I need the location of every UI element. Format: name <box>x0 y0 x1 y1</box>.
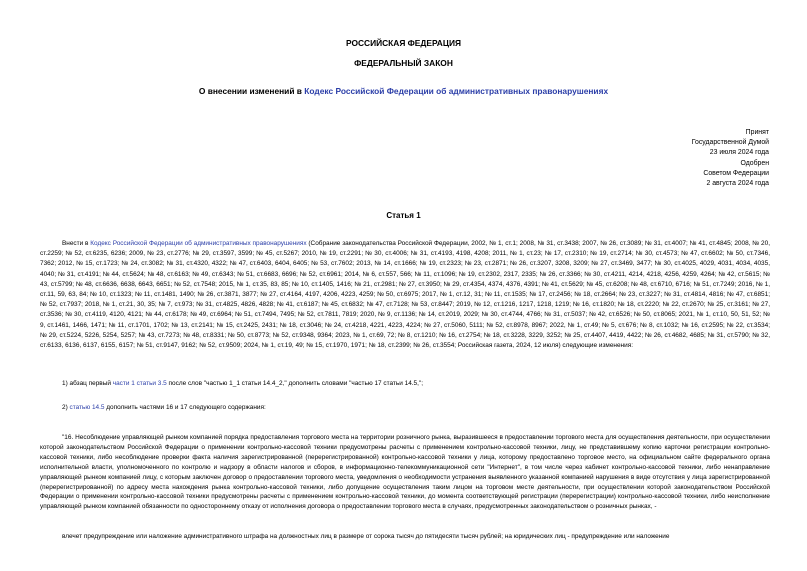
amendment-item-2 <box>40 404 770 411</box>
article-intro-paragraph <box>40 239 770 351</box>
adoption-line-5: Советом Федерации <box>703 169 769 177</box>
sanction-paragraph: влечет предупреждение или наложение административного штрафа на должностных лиц в размере от сорока тысяч до пятидесяти тысяч рублей; на юридических лиц - предупреждение или наложение <box>62 533 670 540</box>
country-heading: РОССИЙСКАЯ ФЕДЕРАЦИЯ <box>345 38 462 48</box>
code-link[interactable]: Кодекс Российской Федерации об административных правонарушениях <box>304 86 609 96</box>
quoted-part-16: "16. Несоблюдение управляющей рынком компанией порядка предоставления торгового места на территории розничного рынка, выразившееся в предоставлении торгового места для осуществления деятельности, при осуществлении которой законодательством Российской Федерации о применении контрольно-кассовой техники предусмотрены расчеты с применением контрольно-кассовой техники, лицу, не представившему копию карточки регистрации контрольно-кассовой техники, либо несоблюдение проверки факта наличия зарегистрированной (перерегистрированной) контрольно-кассовой техники у лица, которому предоставлено торговое место, на официальном сайте федерального органа исполнительной власти, уполномоченного по контролю и надзору в области налогов и сборов, в информационно-телекоммуникационной сети "Интернет", в том числе через кабинет контрольно-кассовой техники, либо ненаправление управляющей рынком компанией лицу, с которым заключен договор о предоставлении торгового места, уведомления о необходимости устранения выявленного указанной компанией нарушения в виде отсутствия у лица зарегистрированной (перерегистрированной) по адресу места нахождения рынка контрольно-кассовой техники, либо допущение осуществления таким лицом на торговом месте деятельности, при осуществлении которой законодательством Российской Федерации о применении контрольно-кассовой техники предусмотрены расчеты с применением контрольно-кассовой техники, до момента соответствующей регистрации (перерегистрации) контрольно-кассовой техники, либо неисполнение управляющей рынком компанией обязанности по одностороннему отказу от исполнения договора о предоставлении торгового места в случаях, предусмотренных законодательством о розничных рынках, - <box>40 434 770 511</box>
law-title-prefix: О внесении изменений в <box>198 86 305 96</box>
amendment-item-1 <box>40 380 770 387</box>
adoption-line-1: Принят <box>745 129 769 136</box>
intro-text: (Собрание законодательства Российской Федерации, 2002, № 1, ст.1; 2008, № 31, ст.3438; 2007, № 26, ст.3089; № 31, ст.4007; № 41, ст.4845; 2008, № 20, ст.2259; № 52, ст.6235, 6236; 2009, № 23, ст.2776; № 29, ст.3597, 3599; № 45, ст.5267; 2010, № 19, ст.2291; № 30, ст.4006; № 31, ст.4193, 4198, 4208; 2011, № 1, ст.23; № 17, ст.2310; № 19, ст.2714; № 30, ст.4573; № 47, ст.6602; № 50, ст.7346, 7362; 2012, № 15, ст.1723; № 24, ст.3082; № 31, ст.4320, 4322; № 47, ст.6403, 6404, 6405; № 53, ст.7602; 2013, № 14, ст.1666; № 19, ст.2323; № 23, ст.2871; № 26, ст.3207, 3208, 3209; № 27, ст.3469, 3477; № 30, ст.4025, 4029, 4031, 4034, 4035, 4040; № 31, ст.4191; № 44, ст.5624; № 48, ст.6163; № 49, ст.6343; № 51, ст.6683, 6696; № 52, ст.6961; 2014, № 6, ст.557, 566; № 11, ст.1096; № 19, ст.2302, 2317, 2335; № 26, ст.3366; № 30, ст.4211, 4214, 4218, 4256, 4259, 4264; № 42, ст.5615; № 43, ст.5799; № 48, ст.6636, 6638, 6643, 6651; № 52, ст.7548; 2015, № 1, ст.35, 83, 85; № 10, ст.1405, 1416; № 21, ст.2981; № 27, ст.3950; № 29, ст.4354, 4374, 4376, 4391; № 41, ст.5629; № 45, ст.6208; № 48, ст.6710, 6716; № 51, ст.7249; 2016, № 1, ст.11, 59, 63, 84; № 10, ст.1323; № 11, ст.1481, 1490; № 26, ст.3871, 3877; № 27, ст.4164, 4197, 4206, 4223, 4259; № 50, ст.6975; 2017, № 1, ст.12, 31; № 11, ст.1535; № 17, ст.2456; № 18, ст.2664; № 23, ст.3227; № 31, ст.4814, 4816; № 47, ст.6851; № 52, ст.7937; 2018, № 1, ст.21, 30, 35; № 7, ст.973; № 31, ст.4825, 4826, 4828; № 41, ст.6187; № 45, ст.6832; № 47, ст.7128; № 53, ст.8447; 2019, № 12, ст.1216, 1217, 1218, 1219; № 16, ст.1820; № 18, ст.2220; № 22, ст.2670; № 25, ст.3161; № 27, ст.3536; № 30, ст.4119, 4120, 4121; № 44, ст.6178; № 49, ст.6964; № 51, ст.7494, 7495; № 52, ст.7811, 7819; 2020, № 9, ст.1136; № 14, ст.2019, 2029; № 30, ст.4744, 4766; № 31, ст.5037; № 42, ст.6526; № 50, ст.8065; 2021, № 1, ст.10, 50, 51, 52; № 9, ст.1461, 1466, 1471; № 11, ст.1701, 1702; № 13, ст.2141; № 15, ст.2425, 2431; № 18, ст.3046; № 24, ст.4218, 4221, 4223, 4224; № 27, ст.5060, 5111; № 52, ст.8978, 8967; 2022, № 1, ст.49; № 5, ст.676; № 8, ст.1032; № 16, ст.2595; № 22, ст.3534; № 29, ст.5224, 5226, 5254, 5257; № 43, ст.7273; № 48, ст.8331; № 50, ст.8773; № 52, ст.9348, 9364; 2023, № 1, ст.69, 72; № 8, ст.1210; № 16, ст.2754; № 18, ст.3228, 3229, 3252; № 25, ст.4407, 4419, 4422; № 26, ст.4682, 4685; № 31, ст.5790; № 32, ст.6133, 6136, 6137, 6155, 6157; № 51, ст.9147, 9162; № 52, ст.9509; 2024, № 1, ст.19, 49; № 15, ст.1970, 1971; № 18, ст.2399; № 26, ст.3554; Российская газета, 2024, 12 июля) следующие изменения: <box>40 240 770 350</box>
item-2-text: дополнить частями 16 и 17 следующего содержания: <box>104 404 266 411</box>
intro-prefix: Внести в <box>62 240 91 247</box>
adoption-block <box>692 128 769 189</box>
item-2-prefix: 2) <box>62 404 70 411</box>
adoption-line-6: 2 августа 2024 года <box>706 180 769 188</box>
adoption-line-2: Государственной Думой <box>691 139 769 147</box>
item-1-prefix: 1) абзац первый <box>62 380 113 387</box>
adoption-line-3: 23 июля 2024 года <box>709 149 769 157</box>
item-1-text: после слов "частью 1_1 статьи 14.4_2," дополнить словами "частью 17 статьи 14.5,"; <box>166 380 424 387</box>
article-heading: Статья 1 <box>386 211 421 220</box>
document-type-heading: ФЕДЕРАЛЬНЫЙ ЗАКОН <box>354 58 453 68</box>
item-1-link[interactable]: части 1 статьи 3.5 <box>112 380 167 387</box>
intro-code-link[interactable]: Кодекс Российской Федерации об административных правонарушениях <box>90 240 307 247</box>
item-2-link[interactable]: статью 14.5 <box>69 404 105 411</box>
law-title <box>0 86 807 96</box>
adoption-line-4: Одобрен <box>740 159 769 167</box>
